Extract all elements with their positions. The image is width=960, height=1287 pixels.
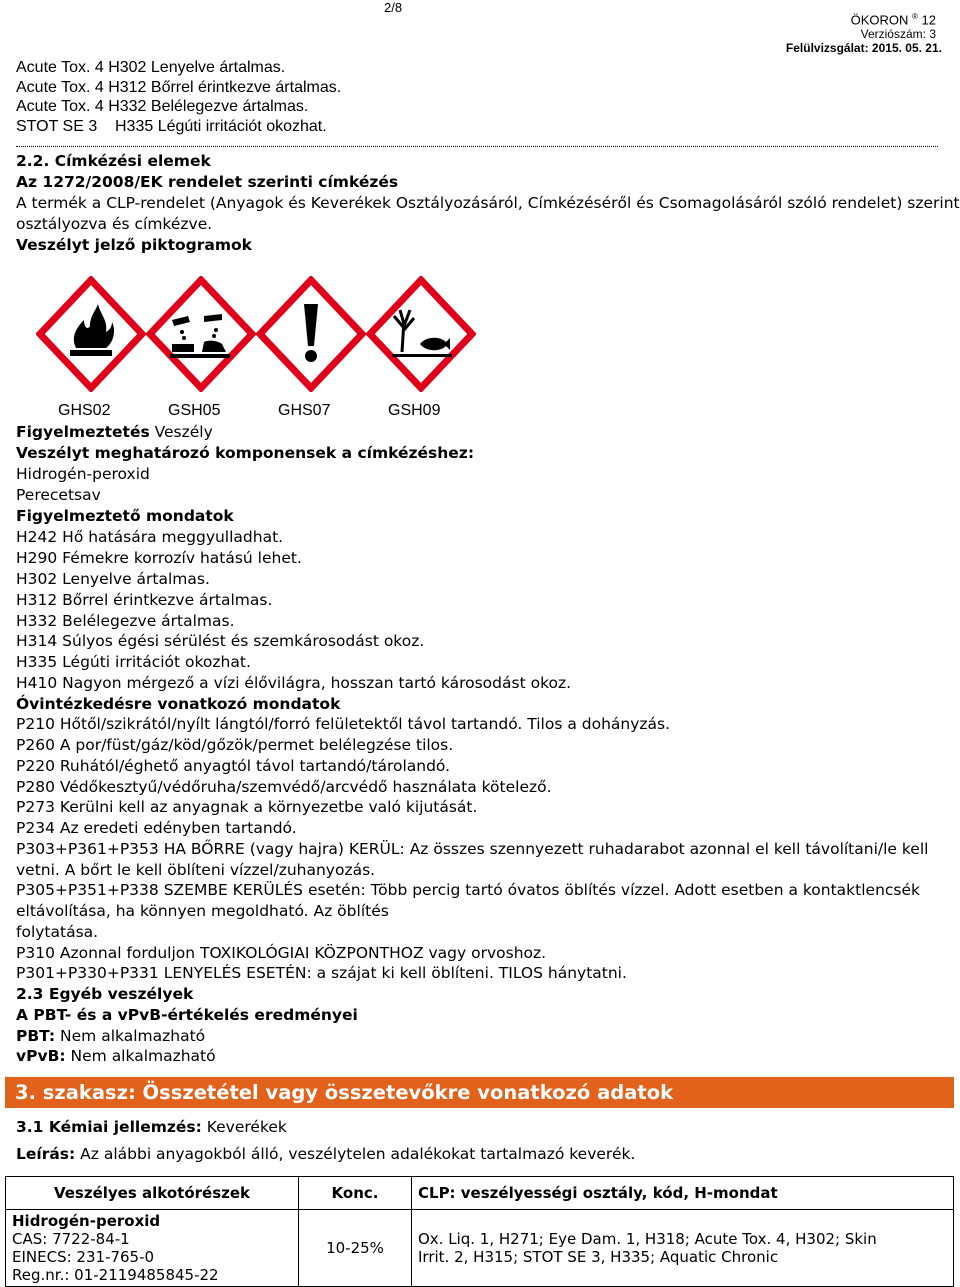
component-cell bbox=[6, 1210, 299, 1287]
revision-date: Felülvizsgálat: 2015. 05. 21. bbox=[785, 41, 942, 55]
p-statement: P280 Védőkesztyű/védőruha/szemvédő/arcvédő használata kötelező. bbox=[16, 778, 552, 796]
h-statement: H332 Belélegezve ártalmas. bbox=[16, 612, 235, 630]
h-statement: H312 Bőrrel érintkezve ártalmas. bbox=[16, 591, 273, 609]
pbt-heading: A PBT- és a vPvB-értékelés eredményei bbox=[16, 1006, 358, 1024]
p-statements-heading: Óvintézkedésre vonatkozó mondatok bbox=[16, 695, 341, 713]
clp-line: Irrit. 2, H315; STOT SE 3, H335; Aquatic Chronic bbox=[418, 1248, 779, 1266]
cas-number: CAS: 7722-84-1 bbox=[12, 1230, 130, 1248]
concentration-cell: 10-25% bbox=[299, 1210, 412, 1287]
vpvb-result: vPvB: Nem alkalmazható bbox=[16, 1047, 216, 1065]
component-item: Hidrogén-peroxid bbox=[16, 465, 150, 483]
p-statement: P260 A por/füst/gáz/köd/gőzök/permet belélegzése tilos. bbox=[16, 736, 454, 754]
table-row bbox=[6, 1210, 954, 1287]
p-statement: P210 Hőtől/szikrától/nyílt lángtól/forró felületektől távol tartandó. Tilos a dohányzás. bbox=[16, 715, 671, 733]
registration-number: Reg.nr.: 01-2119485845-22 bbox=[12, 1266, 219, 1284]
hazard-class-line: Acute Tox. 4 H302 Lenyelve ártalmas. bbox=[16, 59, 286, 76]
page-number: 2/8 bbox=[384, 0, 403, 15]
version-number: Verziószám: 3 bbox=[860, 27, 936, 41]
components-table bbox=[5, 1176, 954, 1287]
environment-icon bbox=[370, 280, 472, 388]
p-statement: P305+P351+P338 SZEMBE KERÜLÉS esetén: Több percig tartó óvatos öblítés vízzel. Adott esetben a kontaktlencsék bbox=[16, 881, 921, 899]
h-statement: H314 Súlyos égési sérülést és szemkárosodást okoz. bbox=[16, 632, 425, 650]
flame-icon bbox=[40, 280, 142, 388]
clp-intro-line: A termék a CLP-rendelet (Anyagok és Keverékek Osztályozásáról, Címkézéséről és Csomagolásáról szóló rendelet) szerint bbox=[16, 194, 960, 212]
component-item: Perecetsav bbox=[16, 486, 101, 504]
hazard-classes bbox=[16, 58, 341, 136]
mixture-description: Leírás: Az alábbi anyagokból álló, veszélytelen adalékokat tartalmazó keverék. bbox=[16, 1145, 636, 1163]
p-statement: P303+P361+P353 HA BŐRRE (vagy hajra) KERÜL: Az összes szennyezett ruhadarabot azonnal el kell távolítani/le kell bbox=[16, 840, 929, 858]
clp-classification-cell bbox=[412, 1210, 954, 1287]
pictogram-row bbox=[36, 276, 476, 392]
p-statement: P234 Az eredeti edényben tartandó. bbox=[16, 819, 297, 837]
h-statement: H410 Nagyon mérgező a vízi élővilágra, hosszan tartó károsodást okoz. bbox=[16, 674, 572, 692]
p-statement: folytatása. bbox=[16, 923, 99, 941]
p-statement: vetni. A bőrt le kell öblíteni vízzel/zuhanyozás. bbox=[16, 861, 376, 879]
h-statement: H302 Lenyelve ártalmas. bbox=[16, 570, 210, 588]
section-2-2-subheading: Az 1272/2008/EK rendelet szerinti címkézés bbox=[16, 173, 399, 191]
h-statement: H290 Fémekre korrozív hatású lehet. bbox=[16, 549, 302, 567]
p-statement: P220 Ruhától/éghető anyagtól távol tartandó/tárolandó. bbox=[16, 757, 451, 775]
hazard-class-line: Acute Tox. 4 H312 Bőrrel érintkezve ártalmas. bbox=[16, 78, 342, 96]
pictogram-label: GSH05 bbox=[168, 402, 221, 419]
pictogram-label: GHS02 bbox=[58, 402, 111, 419]
p-statement: P273 Kerülni kell az anyagnak a környezetbe való kijutását. bbox=[16, 798, 478, 816]
pictogram-labels bbox=[58, 402, 498, 420]
signal-word: Figyelmeztetés Veszély bbox=[16, 423, 213, 441]
section-2-2-heading: 2.2. Címkézési elemek bbox=[16, 152, 211, 170]
component-name: Hidrogén-peroxid bbox=[12, 1212, 161, 1230]
p-statement: eltávolítása, ha könnyen megoldható. Az öblítés bbox=[16, 902, 389, 920]
h-statement: H242 Hő hatására meggyulladhat. bbox=[16, 528, 284, 546]
p-statement: P301+P330+P331 LENYELÉS ESETÉN: a szájat ki kell öblíteni. TILOS hánytatni. bbox=[16, 964, 627, 982]
p-statement: P310 Azonnal forduljon TOXIKOLÓGIAI KÖZPONTHOZ vagy orvoshoz. bbox=[16, 944, 547, 962]
brand-name: ÖKORON ® 12 bbox=[850, 12, 936, 28]
table-header: Veszélyes alkotórészek bbox=[6, 1177, 299, 1210]
corrosion-icon bbox=[150, 280, 252, 388]
hazard-class-line: Acute Tox. 4 H332 Belélegezve ártalmas. bbox=[16, 98, 309, 115]
einecs-number: EINECS: 231-765-0 bbox=[12, 1248, 155, 1266]
table-header: CLP: veszélyességi osztály, kód, H-mondat bbox=[412, 1177, 954, 1210]
pictograms-heading: Veszélyt jelző piktogramok bbox=[16, 236, 252, 254]
exclamation-icon bbox=[260, 280, 362, 388]
clp-intro-line: osztályozva és címkézve. bbox=[16, 215, 213, 233]
pictogram-label: GHS07 bbox=[278, 402, 331, 419]
hazard-class-line: STOT SE 3 H335 Légúti irritációt okozhat. bbox=[16, 117, 327, 135]
pbt-result: PBT: Nem alkalmazható bbox=[16, 1027, 206, 1045]
header-divider bbox=[16, 146, 938, 147]
clp-line: Ox. Liq. 1, H271; Eye Dam. 1, H318; Acute Tox. 4, H302; Skin bbox=[418, 1230, 877, 1248]
chemical-characterization: 3.1 Kémiai jellemzés: Keverékek bbox=[16, 1118, 287, 1136]
h-statement: H335 Légúti irritációt okozhat. bbox=[16, 653, 251, 671]
section-2-3-heading: 2.3 Egyéb veszélyek bbox=[16, 985, 194, 1003]
table-header-row bbox=[6, 1177, 954, 1210]
pictogram-label: GSH09 bbox=[388, 402, 441, 419]
h-statements-heading: Figyelmeztető mondatok bbox=[16, 507, 234, 525]
components-heading: Veszélyt meghatározó komponensek a címkézéshez: bbox=[16, 444, 475, 462]
table-header: Konc. bbox=[299, 1177, 412, 1210]
section-3-title-bar: 3. szakasz: Összetétel vagy összetevőkre vonatkozó adatok bbox=[5, 1077, 954, 1108]
